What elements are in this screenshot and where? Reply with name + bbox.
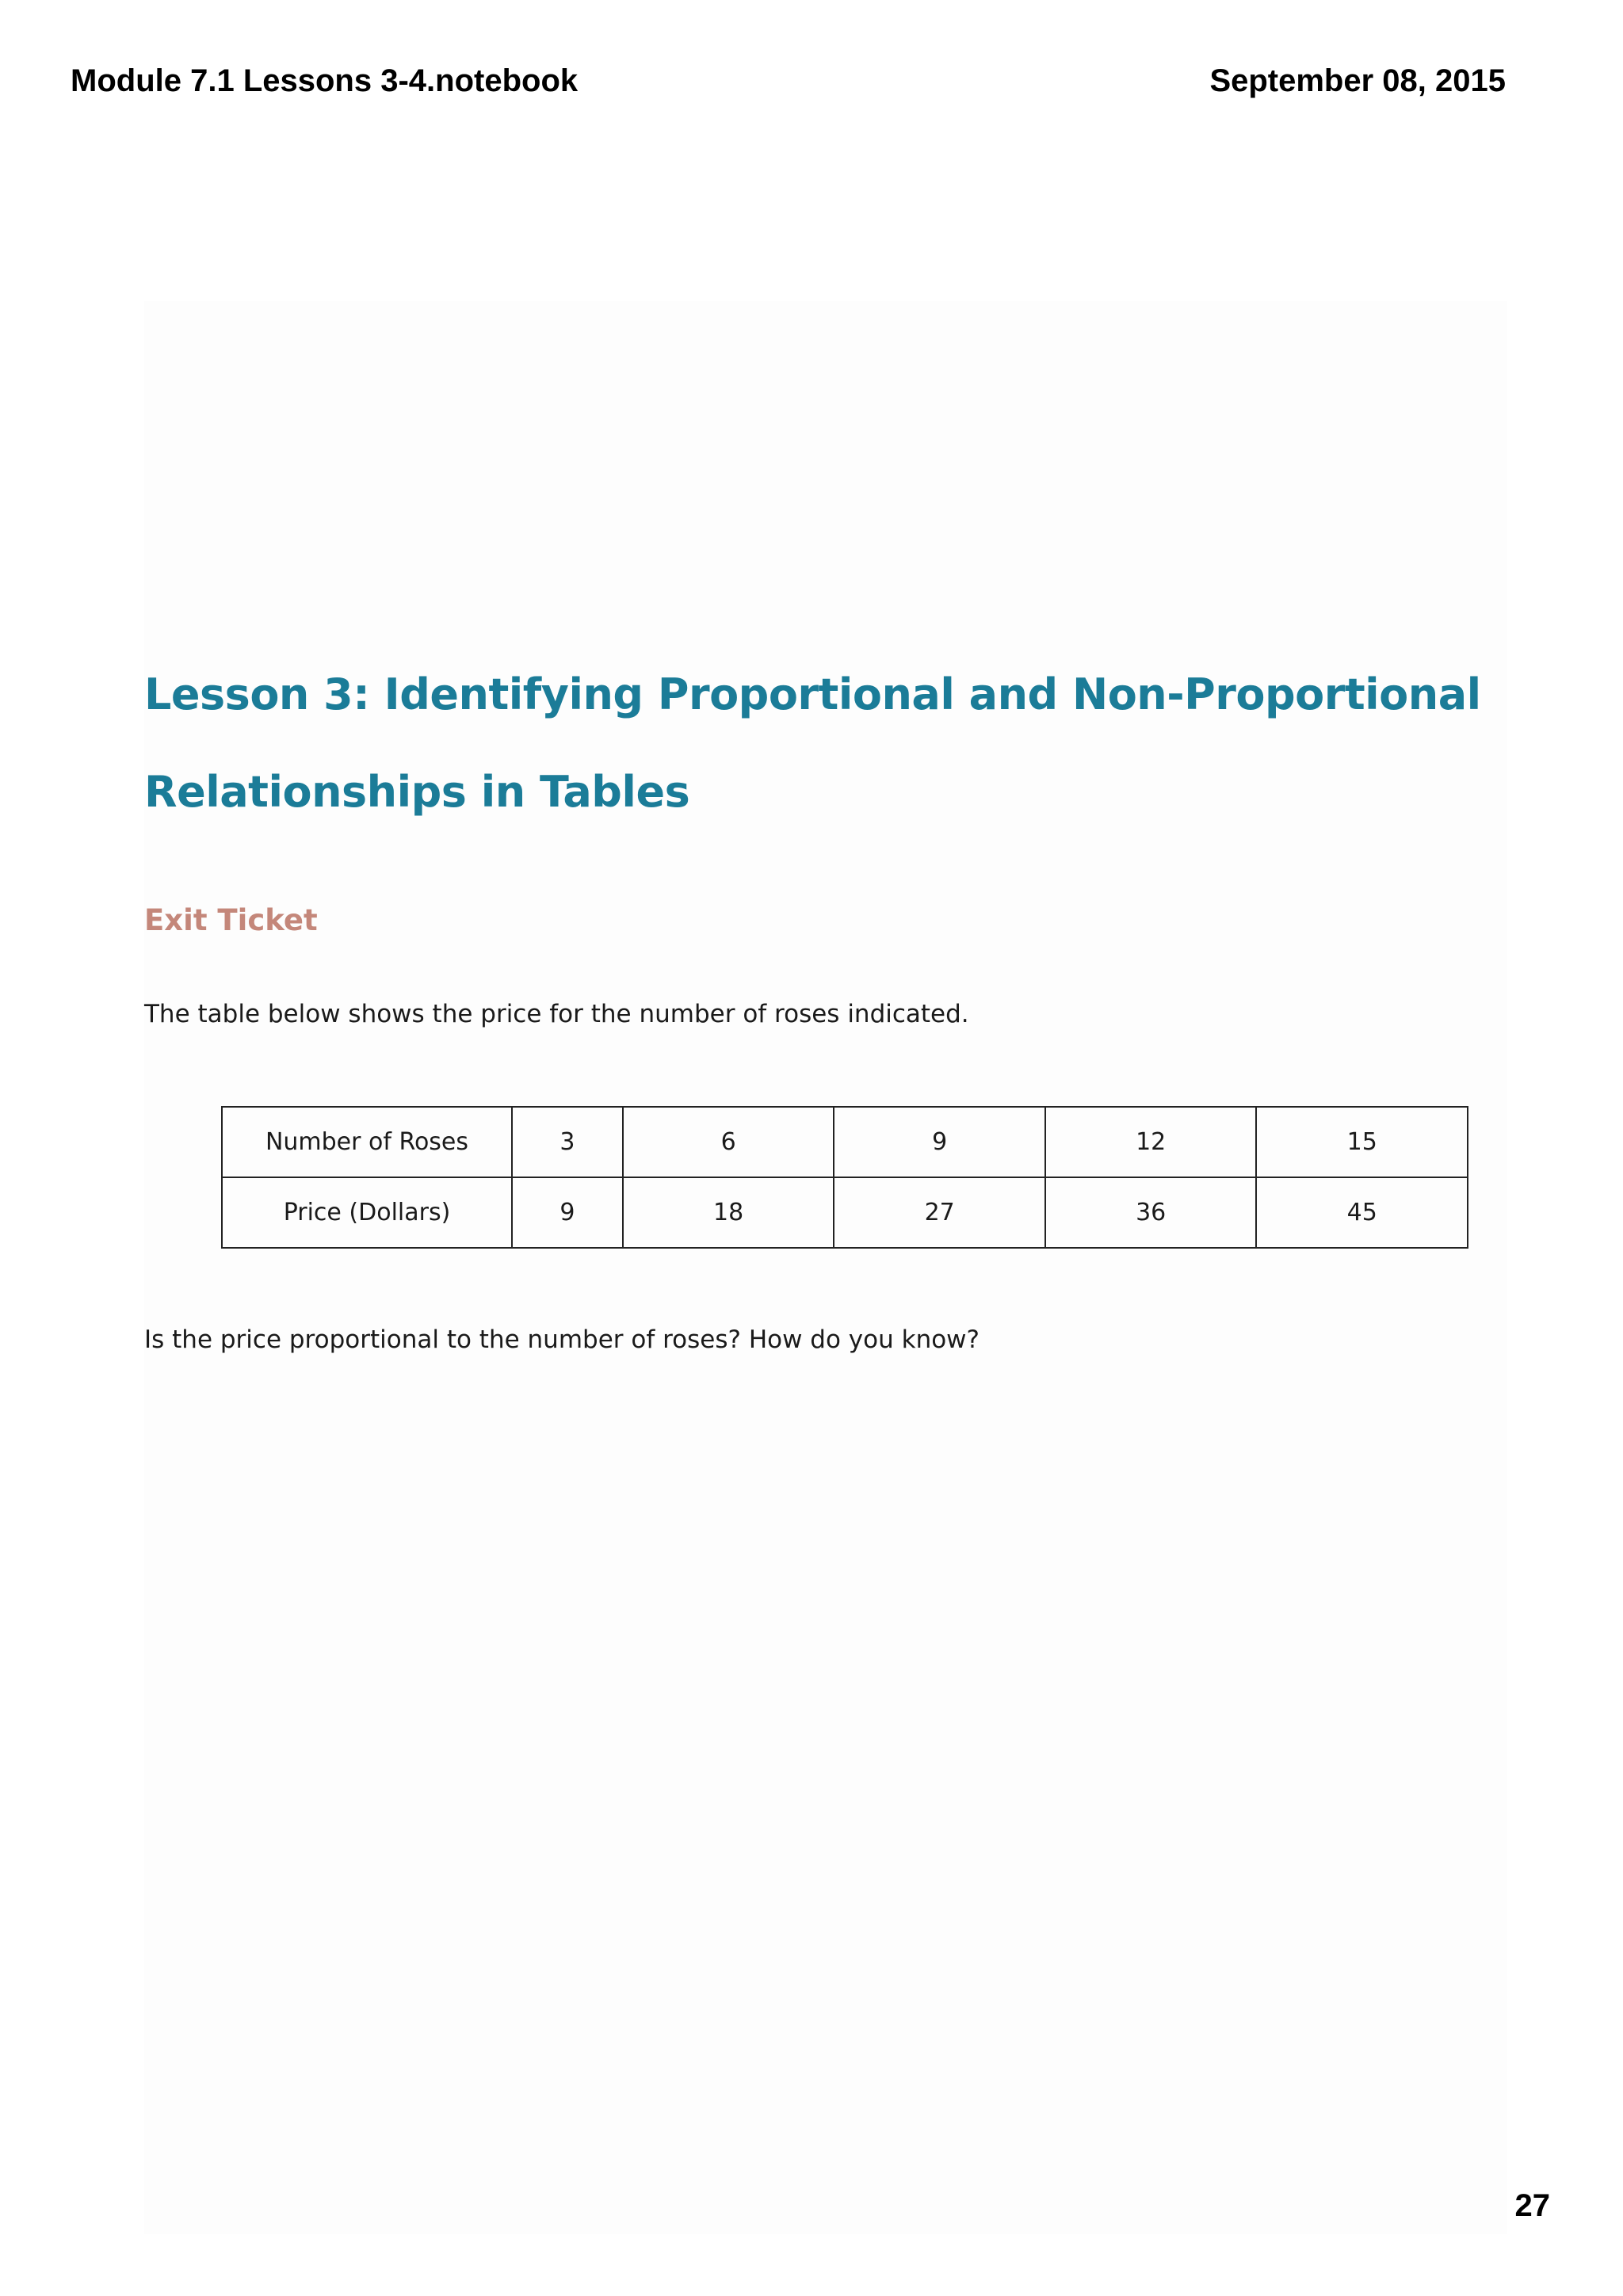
table-cell: 15 <box>1256 1107 1468 1177</box>
slide-canvas <box>144 301 1507 2234</box>
table-cell: 6 <box>623 1107 834 1177</box>
notebook-name: Module 7.1 Lessons 3-4.notebook <box>71 63 579 98</box>
lesson-title-line-1: Lesson 3: Identifying Proportional and Non-Proportional <box>144 669 1481 719</box>
roses-price-table <box>221 1106 1468 1249</box>
row-label: Price (Dollars) <box>222 1177 512 1248</box>
table-cell: 27 <box>834 1177 1045 1248</box>
table-cell: 12 <box>1045 1107 1257 1177</box>
table-cell: 9 <box>834 1107 1045 1177</box>
intro-text: The table below shows the price for the number of roses indicated. <box>144 1000 969 1028</box>
table-cell: 45 <box>1256 1177 1468 1248</box>
question-text: Is the price proportional to the number of roses? How do you know? <box>144 1325 980 1354</box>
notebook-date: September 08, 2015 <box>1209 63 1506 98</box>
lesson-title <box>144 646 1491 841</box>
exit-ticket-heading: Exit Ticket <box>144 903 318 937</box>
table-cell: 36 <box>1045 1177 1257 1248</box>
table-row-price <box>222 1177 1468 1248</box>
table-cell: 3 <box>512 1107 623 1177</box>
table-cell: 9 <box>512 1177 623 1248</box>
table-cell: 18 <box>623 1177 834 1248</box>
table-row-number-of-roses <box>222 1107 1468 1177</box>
lesson-title-line-2: Relationships in Tables <box>144 767 690 817</box>
row-label: Number of Roses <box>222 1107 512 1177</box>
page-number: 27 <box>1514 2188 1550 2223</box>
